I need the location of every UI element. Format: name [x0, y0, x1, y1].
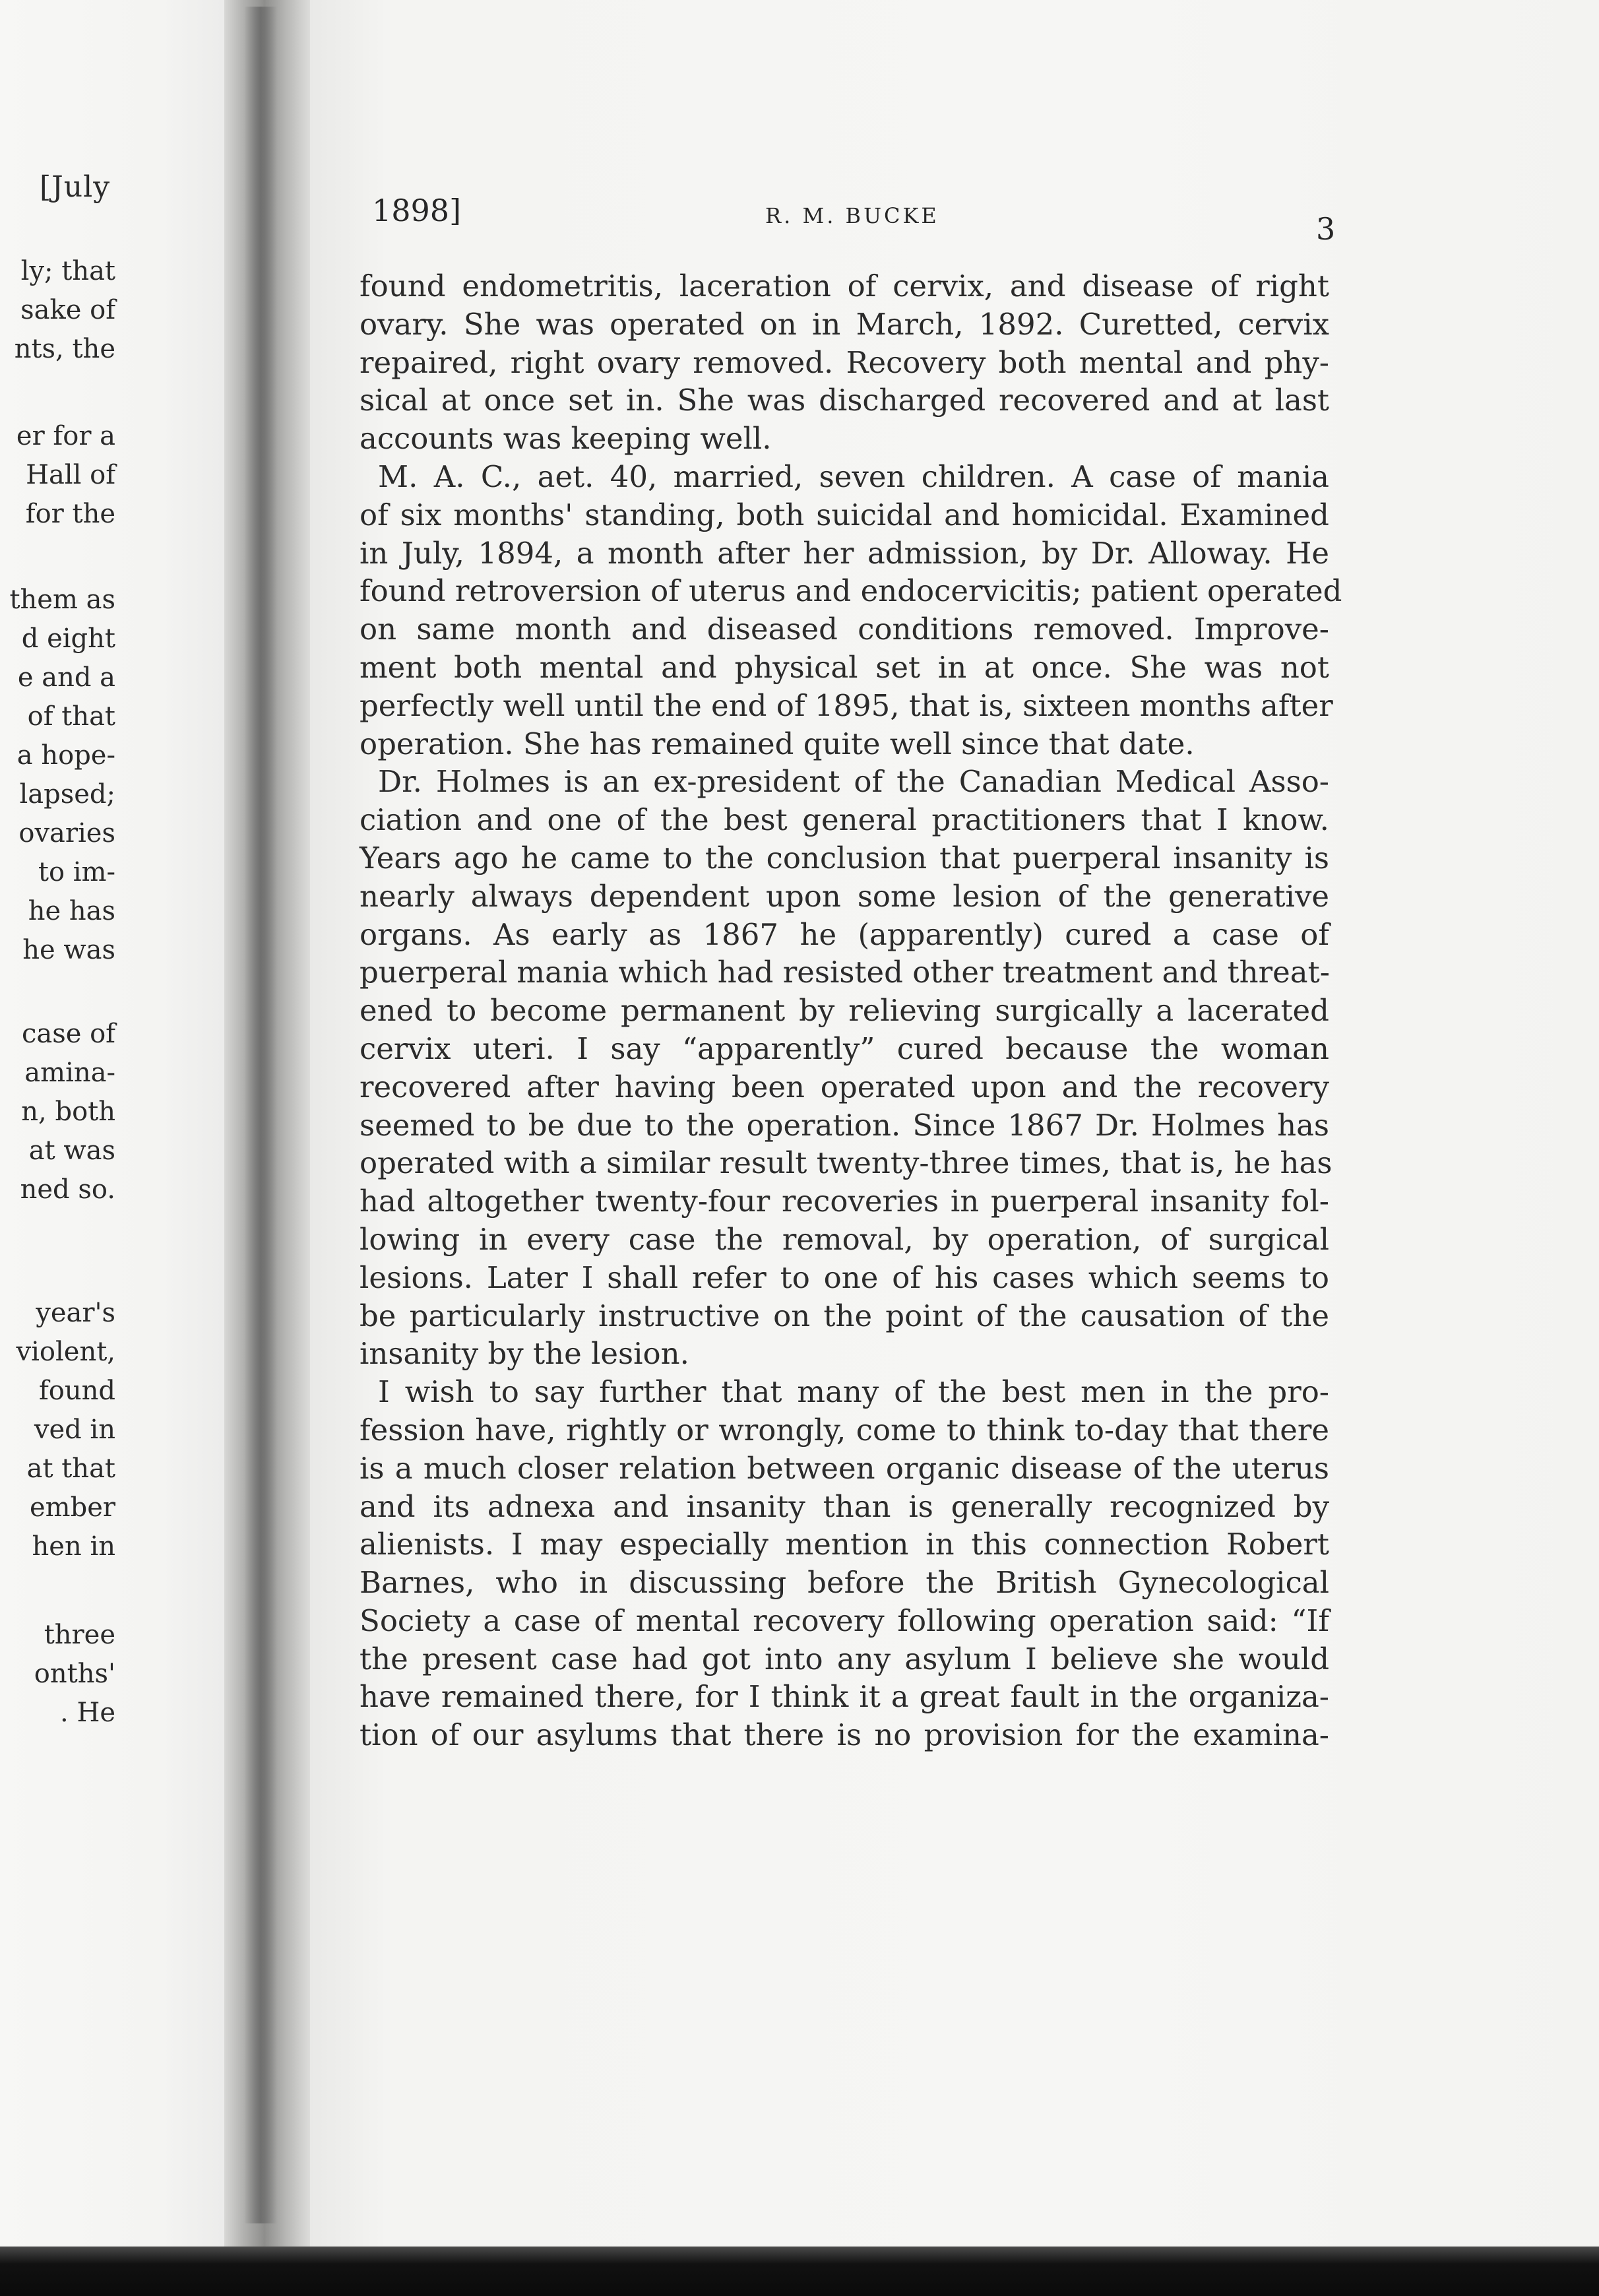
text-line: on same month and diseased conditions removed. Improve-: [360, 612, 1329, 647]
text-line: is a much closer relation between organic disease of the uterus: [360, 1450, 1329, 1486]
body-text: [360, 267, 1342, 1754]
text-line: lesions. Later I shall refer to one of his cases which seems to: [360, 1260, 1329, 1295]
previous-page-line: a hope-: [16, 740, 115, 771]
text-line: recovered after having been operated upon and the recovery: [360, 1069, 1329, 1104]
text-line: be particularly instructive on the point of the causation of the: [360, 1298, 1329, 1333]
text-line: fession have, rightly or wrongly, come to think to-day that there: [360, 1412, 1329, 1448]
previous-page-header: [July: [40, 170, 111, 204]
page-number: 3: [1316, 211, 1336, 247]
previous-page-line: amina-: [24, 1058, 115, 1088]
text-line: had altogether twenty-four recoveries in puerperal insanity fol-: [360, 1184, 1329, 1219]
previous-page-line: at was: [28, 1135, 115, 1166]
text-line: seemed to be due to the operation. Since 1867 Dr. Holmes has: [360, 1107, 1329, 1143]
previous-page-line: he was: [22, 935, 115, 965]
running-header-author: R. M. BUCKE: [765, 203, 939, 228]
previous-page-line: ember: [30, 1492, 115, 1523]
text-line: insanity by the lesion.: [360, 1336, 689, 1372]
text-line: accounts was keeping well.: [360, 421, 772, 457]
previous-page-line: er for a: [16, 421, 115, 451]
scan-bottom-edge: [0, 2247, 1599, 2296]
previous-page-line: for the: [25, 499, 115, 529]
text-line: Dr. Holmes is an ex-president of the Canadian Medical Asso-: [378, 764, 1329, 800]
previous-page-line: he has: [28, 896, 115, 926]
previous-page-line: sake of: [20, 295, 115, 325]
text-line: sical at once set in. She was discharged recovered and at last: [360, 383, 1329, 418]
previous-page-line: Hall of: [26, 460, 115, 490]
text-line: Years ago he came to the conclusion that puerperal insanity is: [360, 840, 1329, 876]
text-line: and its adnexa and insanity than is generally recognized by: [360, 1488, 1329, 1524]
previous-page-line: d eight: [21, 623, 115, 654]
text-line: of six months' standing, both suicidal and homicidal. Examined: [360, 497, 1329, 532]
previous-page-line: e and a: [17, 662, 115, 693]
text-line: puerperal mania which had resisted other treatment and threat-: [360, 955, 1330, 990]
running-header-year: 1898]: [372, 193, 462, 228]
previous-page-line: ved in: [34, 1415, 115, 1445]
text-line: Barnes, who in discussing before the British Gynecological: [360, 1565, 1329, 1601]
previous-page-line: at that: [26, 1453, 115, 1484]
previous-page-fragment: [0, 0, 231, 2250]
text-line: have remained there, for I think it a great fault in the organiza-: [360, 1679, 1329, 1715]
text-line: lowing in every case the removal, by operation, of surgical: [360, 1221, 1329, 1257]
text-line: the present case had got into any asylum I believe she would: [360, 1641, 1329, 1676]
text-line: operation. She has remained quite well since that date.: [360, 726, 1195, 761]
text-line: ened to become permanent by relieving surgically a lacerated: [360, 993, 1329, 1029]
binding-shadow: [244, 7, 277, 2223]
text-line: tion of our asylums that there is no provision for the examina-: [360, 1717, 1329, 1753]
text-line: operated with a similar result twenty-three times, that is, he has: [360, 1145, 1332, 1181]
previous-page-line: violent,: [16, 1337, 115, 1367]
previous-page-line: n, both: [21, 1097, 115, 1127]
previous-page-line: found: [38, 1376, 115, 1406]
text-line: in July, 1894, a month after her admission, by Dr. Alloway. He: [360, 535, 1329, 571]
text-line: repaired, right ovary removed. Recovery both mental and phy-: [360, 344, 1329, 380]
previous-page-line: lapsed;: [19, 779, 115, 810]
text-line: alienists. I may especially mention in this connection Robert: [360, 1527, 1329, 1562]
text-line: I wish to say further that many of the best men in the pro-: [378, 1374, 1329, 1410]
text-line: found retroversion of uterus and endocervicitis; patient operated: [360, 573, 1342, 609]
text-line: ovary. She was operated on in March, 1892. Curetted, cervix: [360, 306, 1329, 342]
previous-page-line: to im-: [38, 857, 115, 887]
text-line: ment both mental and physical set in at once. She was not: [360, 649, 1329, 685]
text-line: cervix uteri. I say “apparently” cured because the woman: [360, 1031, 1329, 1066]
text-line: perfectly well until the end of 1895, that is, sixteen months after: [360, 687, 1333, 723]
previous-page-line: hen in: [32, 1531, 115, 1562]
text-line: found endometritis, laceration of cervix, and disease of right: [360, 269, 1329, 303]
previous-page-line: them as: [9, 585, 115, 615]
text-line: Society a case of mental recovery following operation said: “If: [360, 1603, 1329, 1638]
previous-page-line: ovaries: [18, 818, 115, 848]
previous-page-line: ned so.: [20, 1174, 115, 1205]
previous-page-line: three: [44, 1620, 115, 1650]
previous-page-line: . He: [60, 1698, 115, 1728]
text-line: nearly always dependent upon some lesion of the generative: [360, 878, 1329, 914]
previous-page-line: year's: [36, 1298, 115, 1328]
text-line: organs. As early as 1867 he (apparently) cured a case of: [360, 916, 1329, 952]
previous-page-line: ly; that: [20, 256, 115, 286]
text-line: M. A. C., aet. 40, married, seven children. A case of mania: [378, 459, 1329, 494]
previous-page-line: nts, the: [14, 334, 115, 364]
previous-page-line: of that: [27, 701, 115, 732]
text-line: ciation and one of the best general practitioners that I know.: [360, 802, 1329, 838]
previous-page-line: onths': [34, 1659, 115, 1689]
previous-page-line: case of: [21, 1019, 115, 1049]
